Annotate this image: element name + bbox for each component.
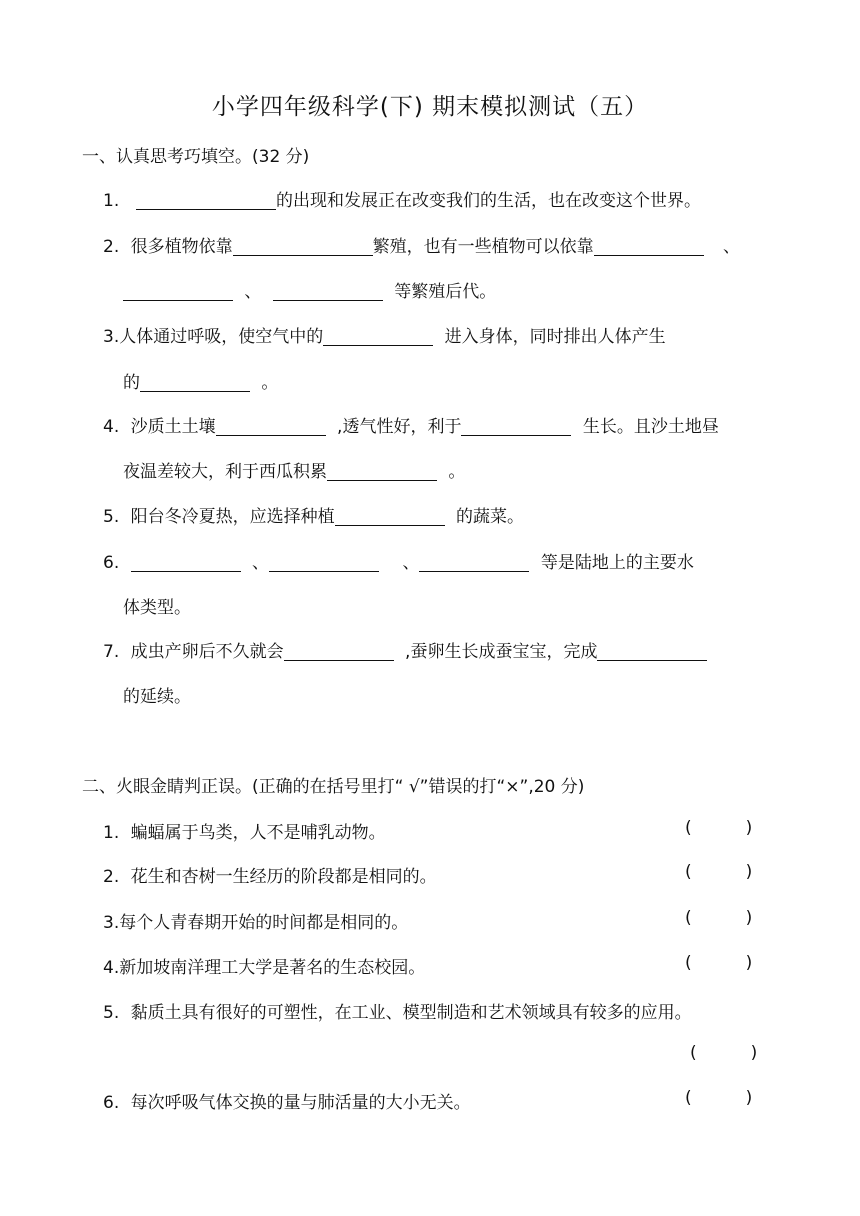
question-text: 很多植物依靠 [130,237,233,257]
answer-parentheses[interactable]: ( ) [685,1088,753,1108]
answer-blank[interactable] [594,237,704,256]
question-text: 生长。且沙土地昼 [582,417,719,437]
separator: 、 [244,282,262,302]
answer-blank[interactable] [140,373,250,392]
question-text: 成虫产卵后不久就会 [130,642,284,662]
question-text: 人体通过呼吸，使空气中的 [119,327,324,347]
question-text: ,透气性好，利于 [337,417,462,437]
answer-blank[interactable] [216,417,326,436]
question-number: 1. [103,823,120,843]
question-number: 3. [103,913,120,933]
question-1 [103,186,701,211]
tf-item-3 [103,908,408,933]
question-text: 。 [261,373,279,393]
question-7 [103,637,707,662]
question-number: 6. [103,1093,120,1113]
section-heading-fill-blank: 一、认真思考巧填空。(32 分) [82,147,310,167]
answer-parentheses[interactable]: ( ) [685,862,753,882]
question-number: 5. [103,1003,120,1023]
answer-blank[interactable] [327,462,437,481]
tf-item-6 [103,1088,471,1113]
answer-blank[interactable] [233,237,373,256]
question-6-cont: 体类型。 [123,598,191,618]
question-7-cont: 的延续。 [123,687,191,707]
question-text: 的蔬菜。 [456,507,525,527]
question-text: 黏质土具有很好的可塑性，在工业、模型制造和艺术领域具有较多的应用。 [130,1003,692,1023]
question-number: 4. [103,958,120,978]
tf-item-5 [103,998,692,1023]
question-number: 4. [103,417,120,437]
question-5 [103,502,524,527]
separator: 、 [252,553,270,573]
separator: 、 [402,553,420,573]
answer-blank[interactable] [597,642,707,661]
question-3-cont [123,368,278,393]
question-4 [103,412,719,437]
tf-item-1 [103,818,386,843]
question-text: 进入身体，同时排出人体产生 [444,327,666,347]
separator: 、 [723,237,741,257]
question-text: 蝙蝠属于鸟类，人不是哺乳动物。 [130,823,386,843]
question-number: 1. [103,191,120,211]
answer-parentheses[interactable]: ( ) [685,818,753,838]
answer-parentheses[interactable]: ( ) [690,1043,758,1063]
question-text: 等是陆地上的主要水 [540,553,694,573]
question-number: 7. [103,642,120,662]
question-number: 6. [103,553,120,573]
answer-blank[interactable] [419,553,529,572]
question-text: ,蚕卵生长成蚕宝宝，完成 [405,642,598,662]
question-text: 每次呼吸气体交换的量与肺活量的大小无关。 [130,1093,471,1113]
answer-blank[interactable] [269,553,379,572]
question-2-cont [123,277,496,302]
question-text: 花生和杏树一生经历的阶段都是相同的。 [130,867,437,887]
answer-blank[interactable] [335,507,445,526]
answer-blank[interactable] [284,642,394,661]
answer-blank[interactable] [323,327,433,346]
tf-item-4 [103,953,425,978]
question-6 [103,548,694,573]
answer-blank[interactable] [123,282,233,301]
question-text: 的 [123,373,140,393]
answer-parentheses[interactable]: ( ) [685,908,753,928]
answer-blank[interactable] [461,417,571,436]
question-number: 3. [103,327,120,347]
answer-parentheses[interactable]: ( ) [685,953,753,973]
question-text: 。 [448,462,466,482]
answer-blank[interactable] [131,553,241,572]
question-text: 每个人青春期开始的时间都是相同的。 [119,913,409,933]
question-3 [103,322,666,347]
question-text: 等繁殖后代。 [394,282,497,302]
question-text: 沙质土土壤 [130,417,216,437]
section-heading-true-false: 二、火眼金睛判正误。(正确的在括号里打“ √”错误的打“×”,20 分) [82,777,585,797]
question-number: 2. [103,867,120,887]
question-text: 的出现和发展正在改变我们的生活，也在改变这个世界。 [276,191,702,211]
question-number: 5. [103,507,120,527]
page-title: 小学四年级科学(下) 期末模拟测试（五） [211,94,649,120]
answer-blank[interactable] [273,282,383,301]
question-number: 2. [103,237,120,257]
answer-blank[interactable] [136,191,276,210]
question-text: 阳台冬冷夏热，应选择种植 [130,507,335,527]
tf-item-2 [103,862,437,887]
question-text: 新加坡南洋理工大学是著名的生态校园。 [119,958,426,978]
question-4-cont [123,457,465,482]
question-text: 夜温差较大，利于西瓜积累 [123,462,327,482]
question-text: 繁殖，也有一些植物可以依靠 [372,237,594,257]
question-2 [103,232,740,257]
